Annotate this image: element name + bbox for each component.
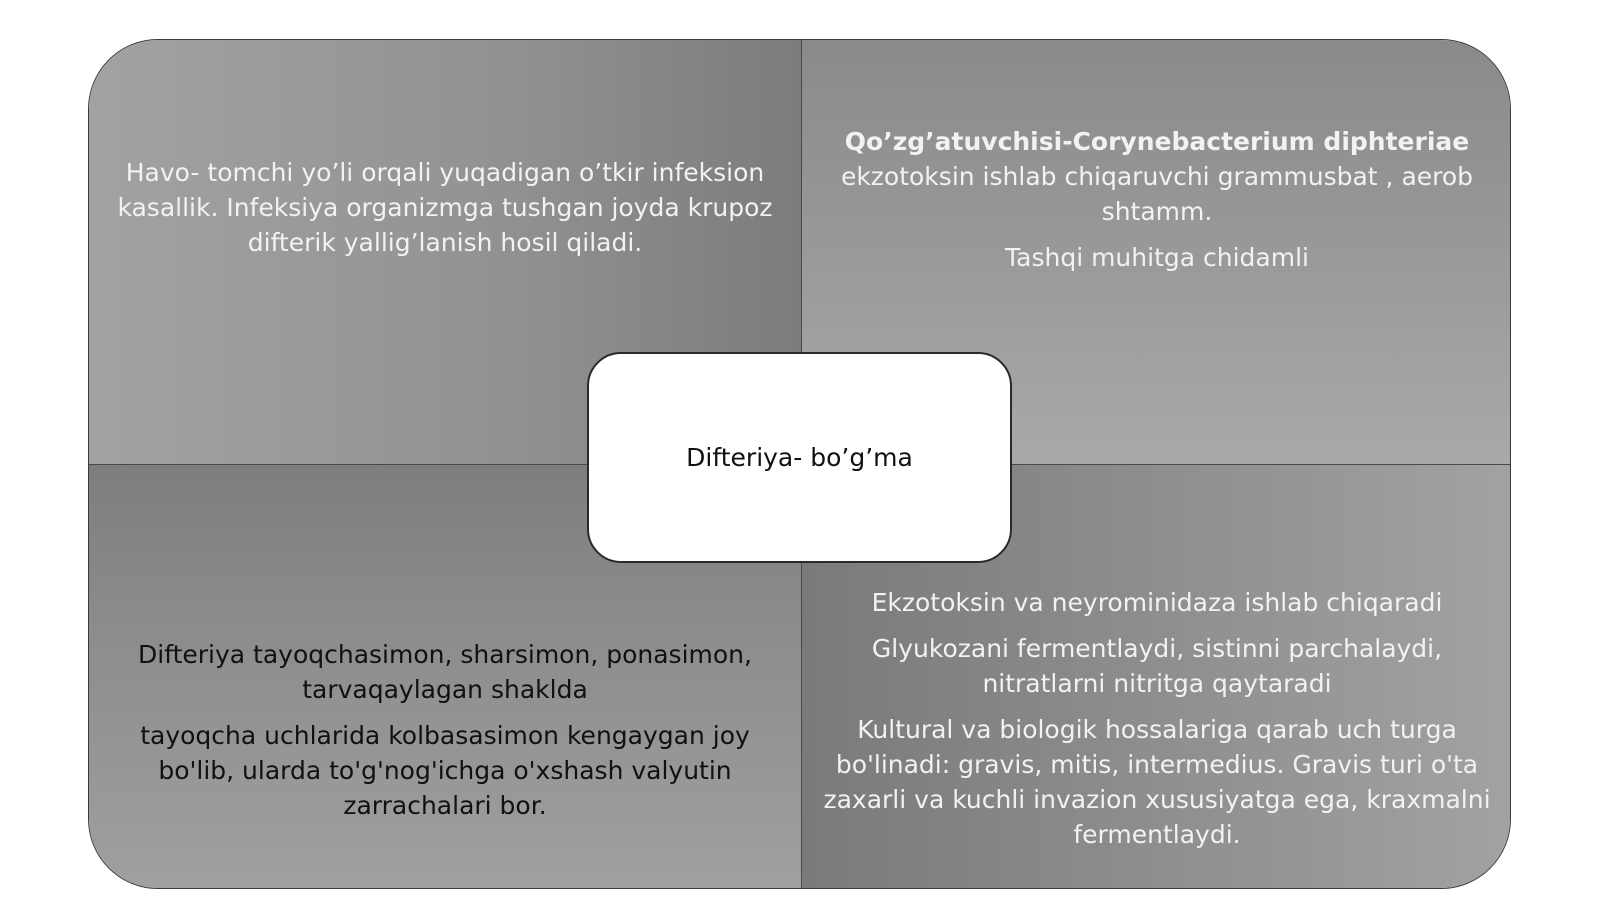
quadrant-text: Glyukozani fermentlaydi, sistinni parchalaydi, nitratlarni nitritga qaytaradi — [871, 634, 1443, 698]
quadrant-text: Havo- tomchi yo’li orqali yuqadigan o’tkir infeksion kasallik. Infeksiya organizmga tushgan joyda krupoz difterik yallig’lanish hosil qiladi. — [117, 158, 773, 257]
quadrant-text: Ekzotoksin va neyrominidaza ishlab chiqaradi — [871, 588, 1443, 617]
quadrant-text: tayoqcha uchlarida kolbasasimon kengaygan joy bo'lib, ularda to'g'nog'ichga o'xshash valyutin zarrachalari bor. — [140, 721, 750, 820]
quadrant-text: Tashqi muhitga chidamli — [1005, 243, 1309, 272]
center-topic-box — [587, 352, 1012, 563]
quadrant-heading-paragraph — [845, 124, 1469, 159]
center-topic-label: Difteriya- bo’g’ma — [686, 443, 913, 472]
quadrant-heading: Qo’zg’atuvchisi-Corynebacterium diphteriae — [844, 127, 1470, 156]
quadrant-text: Difteriya tayoqchasimon, sharsimon, ponasimon, tarvaqaylagan shaklda — [138, 640, 752, 704]
quadrant-text: ekzotoksin ishlab chiqaruvchi grammusbat , aerob shtamm. — [840, 162, 1474, 226]
quadrant-text: Kultural va biologik hossalariga qarab uch turga bo'linadi: gravis, mitis, intermedius. Gravis turi o'ta zaxarli va kuchli invazion xususiyatga ega, kraxmalni fermentlaydi. — [823, 715, 1491, 849]
